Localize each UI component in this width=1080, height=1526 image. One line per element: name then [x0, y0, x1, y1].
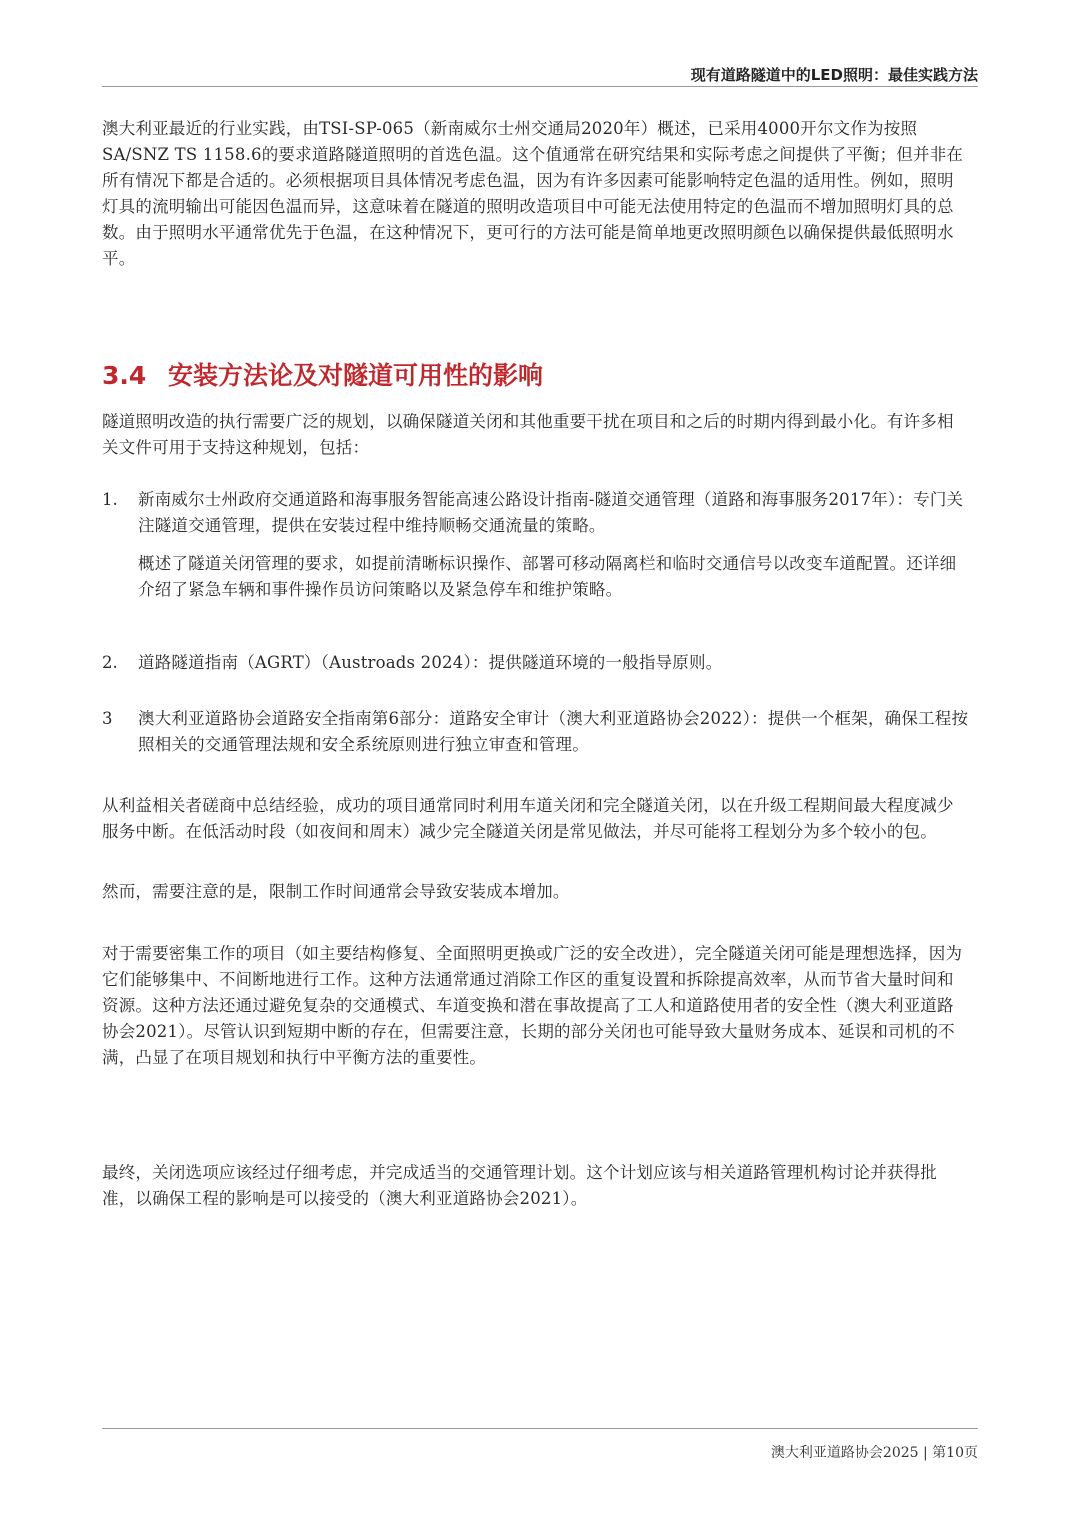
- body-paragraph: 最终，关闭选项应该经过仔细考虑，并完成适当的交通管理计划。这个计划应该与相关道路管理机构讨论并获得批准，以确保工程的影响是可以接受的（澳大利亚道路协会2021）。: [102, 1163, 937, 1208]
- intro-paragraph: 澳大利亚最近的行业实践，由TSI-SP-065（新南威尔士州交通局2020年）概述，已采用4000开尔文作为按照SA/SNZ TS 1158.6的要求道路隧道照明的首选色温。这个值通常在研究结果和实际考虑之间提供了平衡；但并非在所有情况下都是合适的。必须根据项目具体情况考虑色温，因为有许多因素可能影响特定色温的适用性。例如，照明灯具的流明输出可能因色温而异，这意味着在隧道的照明改造项目中可能无法使用特定的色温而不增加照明灯具的总数。由于照明水平通常优先于色温，在这种情况下，更可行的方法可能是简单地更改照明颜色以确保提供最低照明水平。: [102, 119, 964, 268]
- section-lead-paragraph: 隧道照明改造的执行需要广泛的规划，以确保隧道关闭和其他重要干扰在项目和之后的时期内得到最小化。有许多相关文件可用于支持这种规划，包括：: [102, 412, 954, 457]
- list-item-number: 2.: [102, 653, 118, 672]
- section-heading: [102, 356, 543, 392]
- list-item-number: 3: [102, 709, 113, 728]
- list-item-text: 澳大利亚道路协会道路安全指南第6部分：道路安全审计（澳大利亚道路协会2022）：提供一个框架，确保工程按照相关的交通管理法规和安全系统原则进行独立审查和管理。: [138, 709, 969, 754]
- running-header-title: 现有道路隧道中的LED照明：最佳实践方法: [690, 66, 978, 84]
- list-item-number: 1.: [102, 490, 118, 509]
- header-divider: [102, 86, 978, 87]
- page-footer: 澳大利亚道路协会2025 | 第10页: [770, 1445, 978, 1461]
- section-number: 3.4: [102, 361, 147, 390]
- list-item-text: 道路隧道指南（AGRT）（Austroads 2024）：提供隧道环境的一般指导原则。: [138, 653, 723, 672]
- list-item-text: 新南威尔士州政府交通道路和海事服务智能高速公路设计指南-隧道交通管理（道路和海事服务2017年）：专门关注隧道交通管理，提供在安装过程中维持顺畅交通流量的策略。: [138, 490, 964, 535]
- body-paragraph: 从利益相关者磋商中总结经验，成功的项目通常同时利用车道关闭和完全隧道关闭，以在升级工程期间最大程度减少服务中断。在低活动时段（如夜间和周末）减少完全隧道关闭是常见做法，并尽可能将工程划分为多个较小的包。: [102, 796, 954, 841]
- section-title: 安装方法论及对隧道可用性的影响: [168, 361, 544, 390]
- body-paragraph: 对于需要密集工作的项目（如主要结构修复、全面照明更换或广泛的安全改进），完全隧道关闭可能是理想选择，因为它们能够集中、不间断地进行工作。这种方法通常通过消除工作区的重复设置和拆除提高效率，从而节省大量时间和资源。这种方法还通过避免复杂的交通模式、车道变换和潜在事故提高了工人和道路使用者的安全性（澳大利亚道路协会2021）。尽管认识到短期中断的存在，但需要注意，长期的部分关闭也可能导致大量财务成本、延误和司机的不满，凸显了在项目规划和执行中平衡方法的重要性。: [102, 944, 963, 1067]
- list-item-extra-text: 概述了隧道关闭管理的要求，如提前清晰标识操作、部署可移动隔离栏和临时交通信号以改变车道配置。还详细介绍了紧急车辆和事件操作员访问策略以及紧急停车和维护策略。: [138, 554, 957, 599]
- footer-divider: [102, 1428, 978, 1429]
- body-paragraph: 然而，需要注意的是，限制工作时间通常会导致安装成本增加。: [102, 882, 570, 901]
